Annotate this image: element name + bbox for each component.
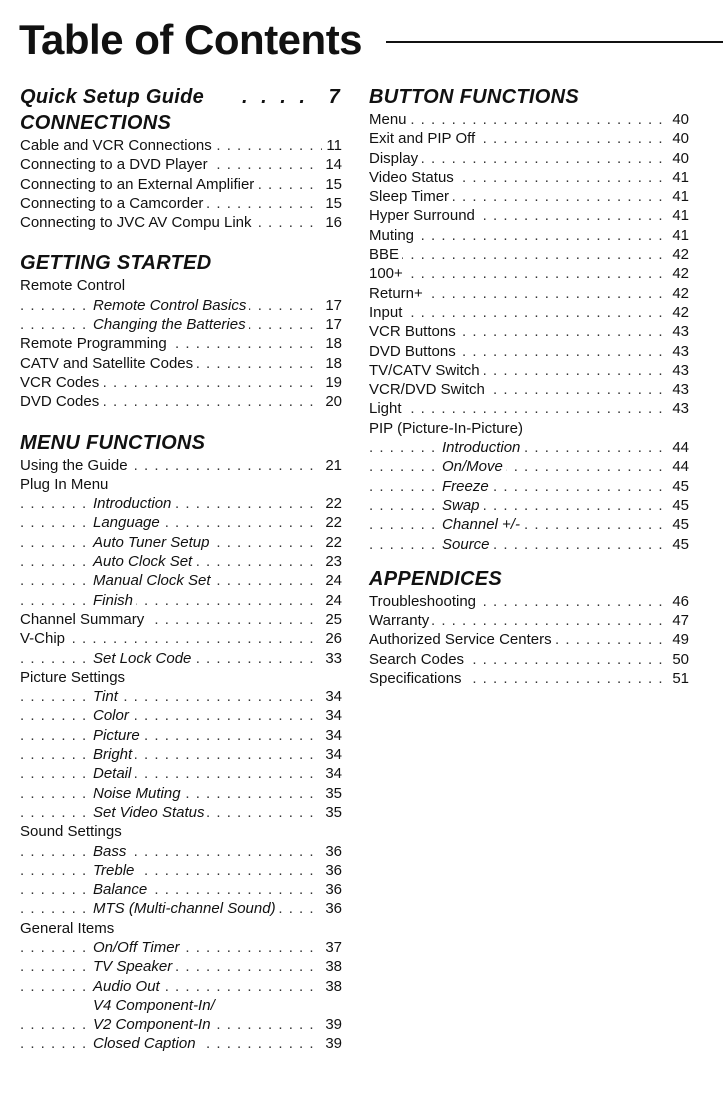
toc-entry-page: 20 [321, 392, 342, 411]
toc-entry-page: 24 [321, 591, 342, 610]
toc-entry-label: Sleep Timer [369, 188, 452, 205]
toc-entry-page: 41 [668, 168, 689, 187]
toc-entry-label: 100+ [369, 265, 406, 282]
toc-entry-label: V-Chip [20, 630, 68, 647]
toc-entry[interactable] [20, 687, 342, 706]
toc-entry[interactable] [20, 494, 342, 513]
set-lock-code-list [20, 649, 342, 668]
toc-entry[interactable] [20, 175, 342, 194]
toc-entry-page: 18 [321, 334, 342, 353]
toc-entry-page: 21 [321, 456, 342, 475]
toc-entry[interactable] [369, 515, 689, 534]
toc-entry-page: 45 [668, 477, 689, 496]
toc-entry-label: CATV and Satellite Codes [20, 355, 196, 372]
toc-entry[interactable] [369, 322, 689, 341]
toc-entry-label: TV Speaker [93, 958, 175, 975]
toc-entry-label: Connecting to an External Amplifier [20, 176, 257, 193]
toc-entry[interactable] [369, 399, 689, 418]
toc-entry-page: 39 [321, 1015, 342, 1034]
toc-entry-label: Finish [93, 592, 136, 609]
toc-entry-page: 26 [321, 629, 342, 648]
toc-entry-page: 15 [321, 175, 342, 194]
toc-entry-label: V2 Component-In [93, 1016, 214, 1033]
toc-entry-label: Menu [369, 111, 410, 128]
toc-entry-page: 40 [668, 110, 689, 129]
toc-entry-label: Search Codes [369, 651, 467, 668]
plug-in-menu-list [20, 494, 342, 610]
toc-entry[interactable] [20, 977, 342, 996]
toc-entry-label: Bright [93, 746, 135, 763]
toc-entry-label: Manual Clock Set [93, 572, 214, 589]
toc-entry-label: Connecting to a DVD Player [20, 156, 211, 173]
toc-entry-page: 41 [668, 187, 689, 206]
toc-entry[interactable] [20, 296, 342, 315]
toc-entry-page: 34 [321, 726, 342, 745]
toc-entry-label: Source [442, 536, 493, 553]
toc-entry-label: TV/CATV Switch [369, 362, 483, 379]
appendices-list [369, 592, 689, 688]
toc-entry-label: On/Move [442, 458, 506, 475]
toc-entry-label: Introduction [442, 439, 523, 456]
toc-entry-label: VCR/DVD Switch [369, 381, 488, 398]
toc-entry[interactable] [20, 1034, 342, 1053]
toc-entry[interactable] [20, 136, 342, 155]
toc-entry-label: Noise Muting [93, 785, 184, 802]
toc-entry[interactable] [369, 669, 689, 688]
toc-entry[interactable] [369, 187, 689, 206]
toc-entry-page: 43 [668, 399, 689, 418]
pip-label: PIP (Picture-In-Picture) [369, 419, 689, 438]
toc-entry-page: 18 [321, 354, 342, 373]
toc-entry-page: 41 [668, 206, 689, 225]
toc-entry-page: 25 [321, 610, 342, 629]
toc-entry-page: 34 [321, 745, 342, 764]
toc-entry-label: Treble [93, 862, 137, 879]
toc-entry-label: Remote Programming [20, 335, 170, 352]
toc-entry-label: VCR Codes [20, 374, 102, 391]
connections-list [20, 136, 342, 232]
toc-entry-label: Balance [93, 881, 150, 898]
toc-entry[interactable] [20, 194, 342, 213]
toc-entry-page: 15 [321, 194, 342, 213]
connections-heading: CONNECTIONS [20, 112, 172, 134]
toc-entry-label: Connecting to a Camcorder [20, 195, 206, 212]
toc-entry-page: 36 [321, 842, 342, 861]
toc-entry[interactable] [369, 650, 689, 669]
toc-entry[interactable] [369, 438, 689, 457]
toc-entry[interactable] [20, 706, 342, 725]
toc-entry-label: Troubleshooting [369, 593, 479, 610]
toc-entry-page: 43 [668, 322, 689, 341]
appendices-heading: APPENDICES [369, 567, 503, 590]
toc-entry-label: Exit and PIP Off [369, 130, 478, 147]
toc-entry-page: 41 [668, 226, 689, 245]
toc-entry-page: 46 [668, 592, 689, 611]
toc-entry-page: 35 [321, 784, 342, 803]
toc-entry[interactable] [369, 477, 689, 496]
toc-entry-page: 22 [321, 513, 342, 532]
toc-entry[interactable] [20, 213, 342, 232]
toc-entry[interactable] [369, 245, 689, 264]
toc-entry[interactable] [369, 342, 689, 361]
toc-entry-page: 50 [668, 650, 689, 669]
toc-entry-page: 40 [668, 149, 689, 168]
toc-entry-page: 37 [321, 938, 342, 957]
channel-vchip-list [20, 610, 342, 649]
toc-entry-label: Return+ [369, 285, 426, 302]
toc-entry-page: 43 [668, 342, 689, 361]
quick-setup-label: Quick Setup Guide [20, 86, 205, 108]
pip-list [369, 438, 689, 554]
toc-entry-page: 34 [321, 687, 342, 706]
toc-entry-page: 22 [321, 494, 342, 513]
toc-entry-page: 45 [668, 515, 689, 534]
toc-entry-label: Auto Clock Set [93, 553, 195, 570]
toc-entry-page: 43 [668, 361, 689, 380]
toc-entry[interactable] [20, 571, 342, 590]
toc-entry-label: Hyper Surround [369, 207, 478, 224]
toc-entry[interactable] [20, 533, 342, 552]
toc-entry-label: Bass [93, 843, 129, 860]
general-items-label: General Items [20, 919, 342, 938]
remote-control-label: Remote Control [20, 276, 342, 295]
toc-entry-page: 14 [321, 155, 342, 174]
toc-entry-page: 42 [668, 284, 689, 303]
toc-entry[interactable] [20, 373, 342, 392]
toc-entry-page: 11 [322, 136, 342, 155]
toc-entry[interactable] [369, 361, 689, 380]
toc-entry[interactable] [20, 726, 342, 745]
toc-entry[interactable] [20, 842, 342, 861]
toc-entry[interactable] [369, 592, 689, 611]
toc-entry[interactable] [369, 149, 689, 168]
toc-entry[interactable] [369, 611, 689, 630]
toc-entry-page: 43 [668, 380, 689, 399]
toc-entry[interactable] [369, 284, 689, 303]
getting-started-heading: GETTING STARTED [20, 252, 212, 275]
toc-entry[interactable] [20, 784, 342, 803]
toc-entry-label: Specifications [369, 670, 465, 687]
toc-entry-label: Set Video Status [93, 804, 207, 821]
toc-entry-page: 49 [668, 630, 689, 649]
toc-entry-label: Color [93, 707, 132, 724]
menu-functions-heading: MENU FUNCTIONS [20, 431, 206, 454]
toc-entry-label: DVD Codes [20, 393, 102, 410]
toc-entry-label: Changing the Batteries [93, 316, 249, 333]
left-column [20, 84, 342, 1054]
sound-settings-list [20, 842, 342, 919]
toc-entry-label: Video Status [369, 169, 457, 186]
general-items-list-2 [20, 1015, 342, 1054]
toc-entry[interactable] [20, 899, 342, 918]
toc-entry-page: 34 [321, 764, 342, 783]
picture-settings-label: Picture Settings [20, 668, 342, 687]
toc-entry-label: Using the Guide [20, 457, 131, 474]
toc-entry-label: Tint [93, 688, 121, 705]
toc-entry-page: 33 [321, 649, 342, 668]
toc-entry[interactable] [20, 938, 342, 957]
toc-entry-label: Auto Tuner Setup [93, 534, 212, 551]
toc-entry-page: 40 [668, 129, 689, 148]
toc-entry[interactable] [20, 629, 342, 648]
toc-entry[interactable] [20, 334, 342, 353]
toc-entry-label: Cable and VCR Connections [20, 137, 215, 154]
toc-entry[interactable] [20, 745, 342, 764]
toc-entry-label: On/Off Timer [93, 939, 183, 956]
toc-entry[interactable] [369, 380, 689, 399]
page-title: Table of Contents [19, 16, 363, 63]
toc-entry[interactable] [369, 457, 689, 476]
toc-entry[interactable] [20, 803, 342, 822]
toc-entry[interactable] [20, 552, 342, 571]
toc-entry-page: 36 [321, 899, 342, 918]
toc-entry-label: Detail [93, 765, 134, 782]
title-rule [386, 41, 723, 43]
toc-entry[interactable] [20, 764, 342, 783]
toc-entry-page: 45 [668, 535, 689, 554]
toc-entry[interactable] [369, 129, 689, 148]
toc-entry-label: Remote Control Basics [93, 297, 249, 314]
toc-entry[interactable] [20, 392, 342, 411]
toc-entry-label: Set Lock Code [93, 650, 194, 667]
toc-entry-label: Channel Summary [20, 611, 147, 628]
toc-entry-label: Audio Out [93, 978, 163, 995]
toc-entry-page: 17 [321, 315, 342, 334]
toc-entry-label: BBE [369, 246, 402, 263]
toc-entry-page: 35 [321, 803, 342, 822]
toc-entry-page: 51 [668, 669, 689, 688]
toc-entry[interactable] [369, 206, 689, 225]
toc-entry-page: 24 [321, 571, 342, 590]
quick-setup-page: 7 [328, 86, 340, 108]
button-functions-heading: BUTTON FUNCTIONS [369, 86, 579, 108]
sound-settings-label: Sound Settings [20, 822, 342, 841]
toc-entry-label: Swap [442, 497, 483, 514]
toc-entry-label: Picture [93, 727, 143, 744]
toc-entry-page: 19 [321, 373, 342, 392]
general-items-list [20, 938, 342, 996]
toc-entry-label: DVD Buttons [369, 343, 459, 360]
toc-entry[interactable] [20, 957, 342, 976]
toc-entry-page: 44 [668, 438, 689, 457]
quick-setup-dots: . . . . [242, 86, 309, 108]
toc-entry-label: VCR Buttons [369, 323, 459, 340]
toc-entry[interactable] [20, 513, 342, 532]
v4-component-line: V4 Component-In/ [20, 996, 342, 1015]
quick-setup-entry[interactable] [20, 84, 342, 110]
toc-entry[interactable] [369, 535, 689, 554]
toc-entry[interactable] [369, 168, 689, 187]
toc-entry[interactable] [369, 110, 689, 129]
toc-entry[interactable] [20, 1015, 342, 1034]
toc-entry-page: 22 [321, 533, 342, 552]
getting-started-list [20, 334, 342, 411]
toc-entry-page: 16 [321, 213, 342, 232]
toc-entry-label: Muting [369, 227, 417, 244]
picture-settings-list [20, 687, 342, 822]
toc-entry-label: Introduction [93, 495, 174, 512]
toc-entry[interactable] [20, 880, 342, 899]
toc-entry-page: 38 [321, 977, 342, 996]
toc-entry-page: 47 [668, 611, 689, 630]
toc-entry-page: 34 [321, 706, 342, 725]
toc-entry-label: Warranty [369, 612, 432, 629]
toc-entry-label: Connecting to JVC AV Compu Link [20, 214, 255, 231]
toc-entry-label: Display [369, 150, 421, 167]
toc-entry-page: 45 [668, 496, 689, 515]
toc-entry-page: 42 [668, 303, 689, 322]
toc-entry[interactable] [369, 303, 689, 322]
toc-entry-page: 39 [321, 1034, 342, 1053]
toc-entry[interactable] [20, 649, 342, 668]
toc-entry-label: Light [369, 400, 405, 417]
toc-entry[interactable] [369, 630, 689, 649]
toc-entry[interactable] [369, 226, 689, 245]
toc-entry-page: 23 [321, 552, 342, 571]
toc-entry-page: 44 [668, 457, 689, 476]
toc-entry-page: 38 [321, 957, 342, 976]
toc-entry[interactable] [369, 496, 689, 515]
toc-entry[interactable] [20, 610, 342, 629]
toc-entry-label: Freeze [442, 478, 492, 495]
toc-entry-label: Language [93, 514, 163, 531]
plug-in-menu-label: Plug In Menu [20, 475, 342, 494]
toc-entry-page: 42 [668, 245, 689, 264]
toc-entry-label: Channel +/- [442, 516, 523, 533]
toc-entry-label: Input [369, 304, 405, 321]
toc-entry[interactable] [20, 591, 342, 610]
toc-entry-page: 42 [668, 264, 689, 283]
toc-entry-page: 36 [321, 861, 342, 880]
toc-entry[interactable] [20, 456, 342, 475]
toc-entry[interactable] [20, 155, 342, 174]
toc-entry[interactable] [369, 264, 689, 283]
using-guide-list [20, 456, 342, 475]
remote-control-list [20, 296, 342, 335]
toc-entry-label: Authorized Service Centers [369, 631, 555, 648]
right-column [369, 84, 689, 688]
button-functions-list [369, 110, 689, 419]
toc-entry-page: 17 [321, 296, 342, 315]
toc-entry[interactable] [20, 315, 342, 334]
toc-entry-label: MTS (Multi-channel Sound) [93, 900, 279, 917]
toc-entry[interactable] [20, 354, 342, 373]
toc-entry[interactable] [20, 861, 342, 880]
toc-entry-page: 36 [321, 880, 342, 899]
toc-entry-label: Closed Caption [93, 1035, 199, 1052]
